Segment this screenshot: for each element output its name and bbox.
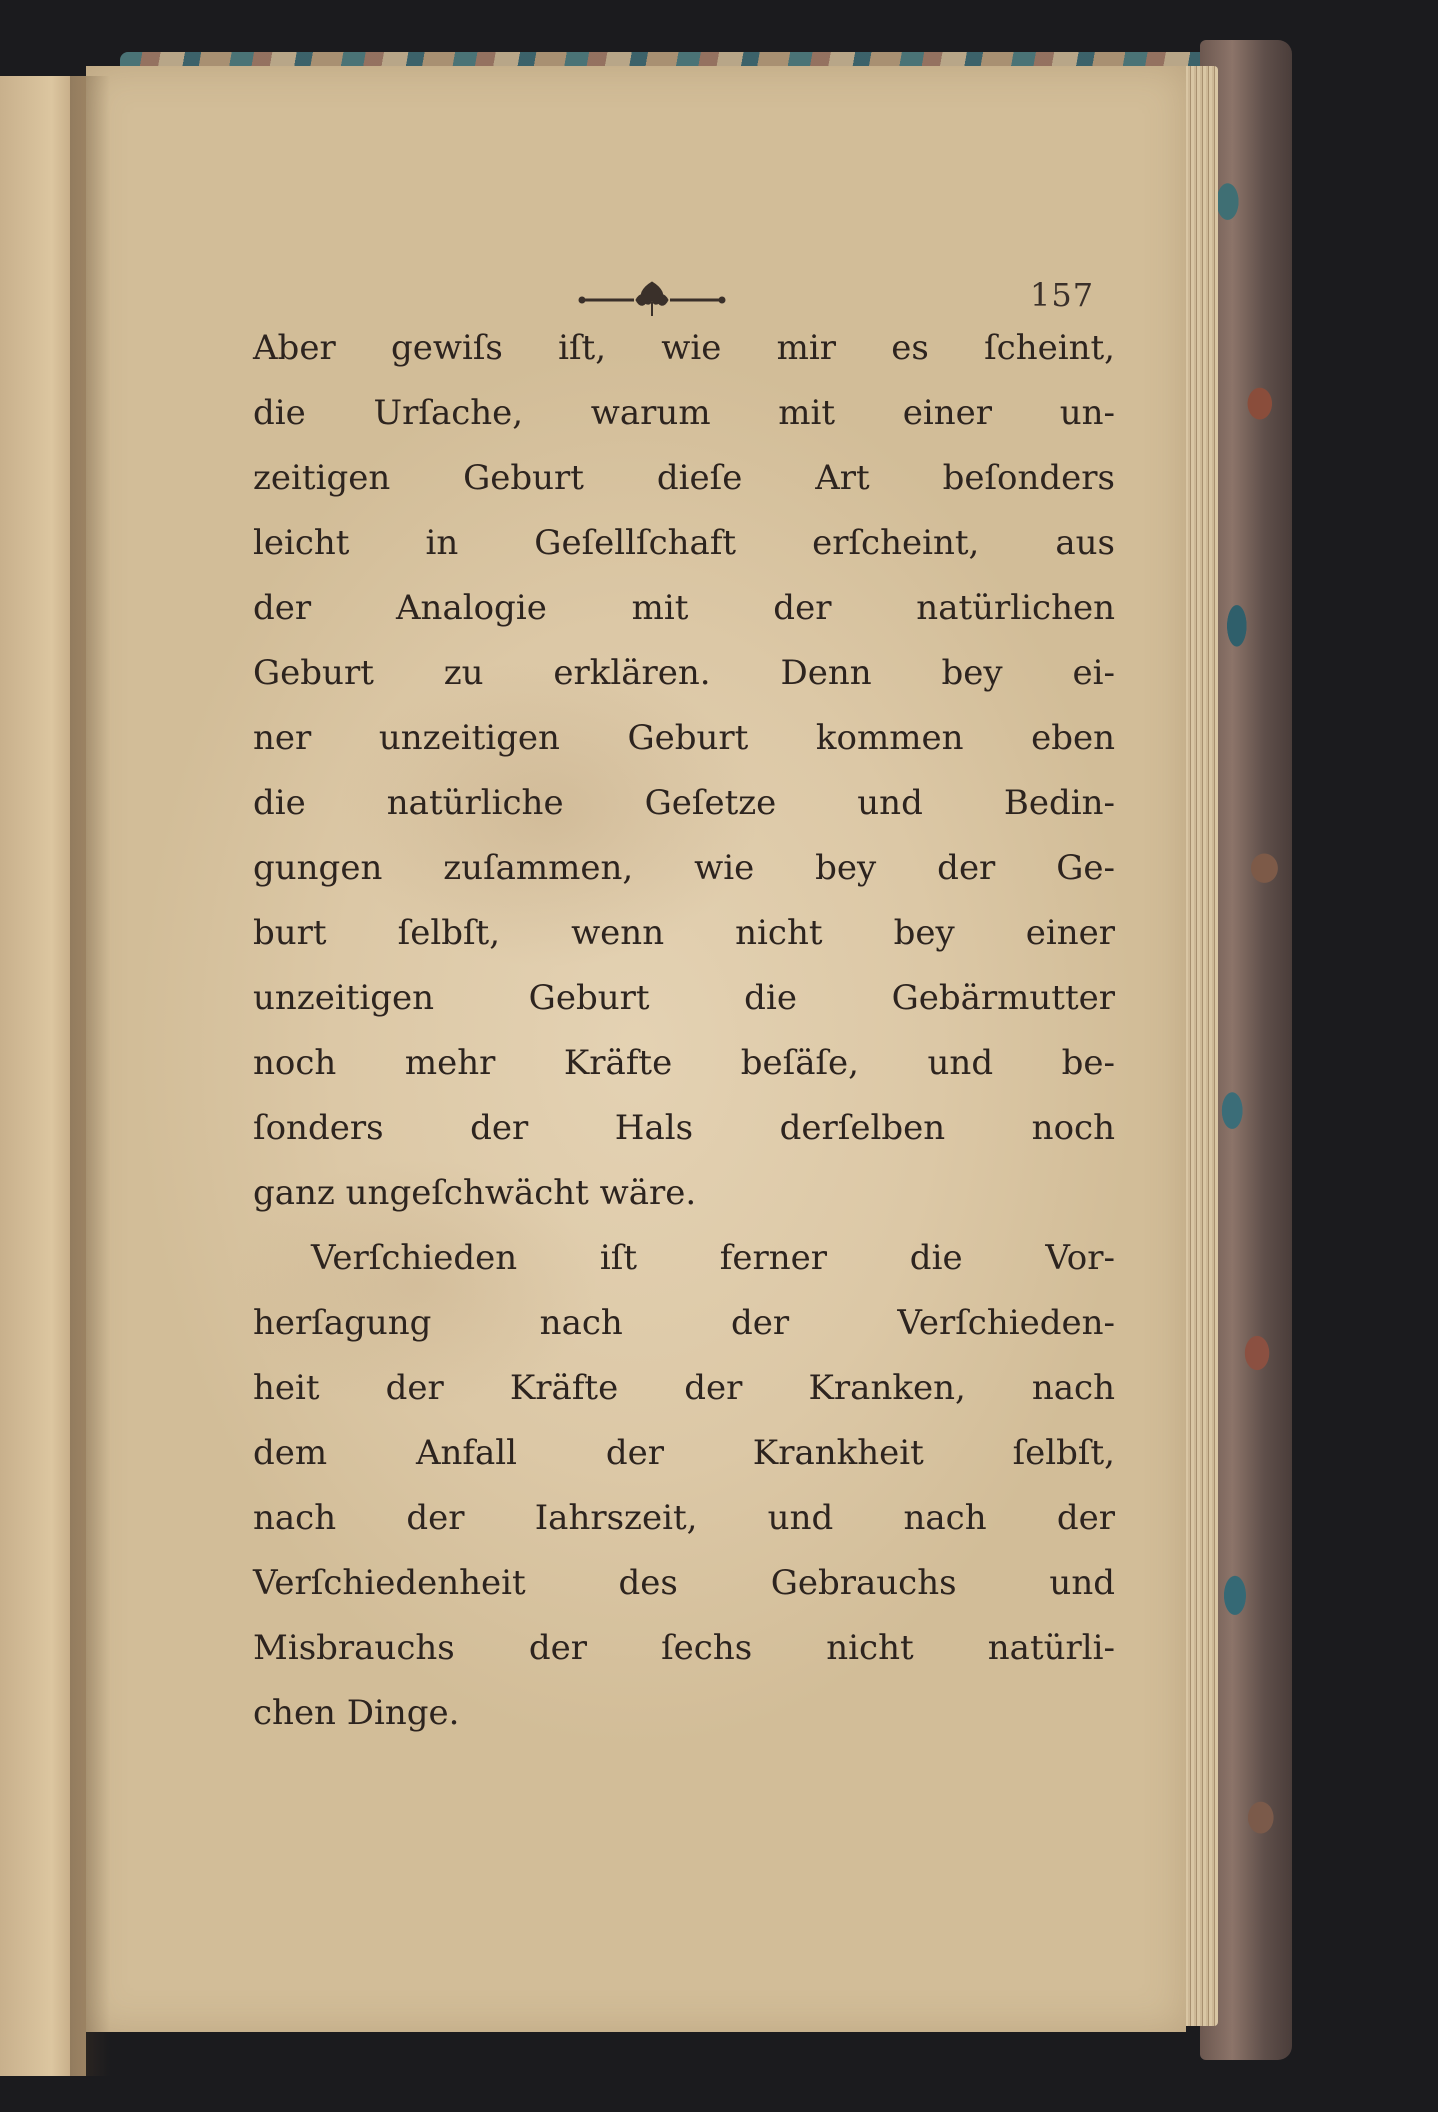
text-line: der Analogie mit der natürlichen	[253, 588, 1115, 628]
text-line: nach der Iahrszeit, und nach der	[253, 1498, 1115, 1538]
body-text	[253, 316, 1115, 1746]
text-line: ſonders der Hals derſelben noch	[253, 1108, 1115, 1148]
text-line: Misbrauchs der ſechs nicht natürli-	[253, 1628, 1115, 1668]
text-line: Aber gewiſs iſt, wie mir es ſcheint,	[253, 328, 1115, 368]
page-gutter-shadow	[70, 76, 110, 2076]
text-line: noch mehr Kräfte beſäſe, und be-	[253, 1043, 1115, 1083]
text-line: heit der Kräfte der Kranken, nach	[253, 1368, 1115, 1408]
text-line: dem Anfall der Krankheit ſelbſt,	[253, 1433, 1115, 1473]
text-line: herſagung nach der Verſchieden-	[253, 1303, 1115, 1343]
fleuron-ornament-icon	[572, 276, 732, 320]
text-line: burt ſelbſt, wenn nicht bey einer	[253, 913, 1115, 953]
text-line: chen Dinge.	[253, 1693, 460, 1733]
book-page	[86, 66, 1186, 2032]
text-line: Verſchieden iſt ferner die Vor-	[311, 1238, 1115, 1278]
text-line: ganz ungeſchwächt wäre.	[253, 1173, 697, 1213]
paragraph-2	[253, 1226, 1115, 1746]
text-line: gungen zuſammen, wie bey der Ge-	[253, 848, 1115, 888]
paragraph-1	[253, 316, 1115, 1226]
text-line: zeitigen Geburt dieſe Art beſonders	[253, 458, 1115, 498]
text-line: ner unzeitigen Geburt kommen eben	[253, 718, 1115, 758]
text-line: Geburt zu erklären. Denn bey ei-	[253, 653, 1115, 693]
text-line: die Urſache, warum mit einer un-	[253, 393, 1115, 433]
text-line: die natürliche Geſetze und Bedin-	[253, 783, 1115, 823]
text-line: leicht in Geſellſchaft erſcheint, aus	[253, 523, 1115, 563]
page-number: 157	[1030, 276, 1095, 314]
text-line: Verſchiedenheit des Gebrauchs und	[253, 1563, 1115, 1603]
text-line: unzeitigen Geburt die Gebärmutter	[253, 978, 1115, 1018]
